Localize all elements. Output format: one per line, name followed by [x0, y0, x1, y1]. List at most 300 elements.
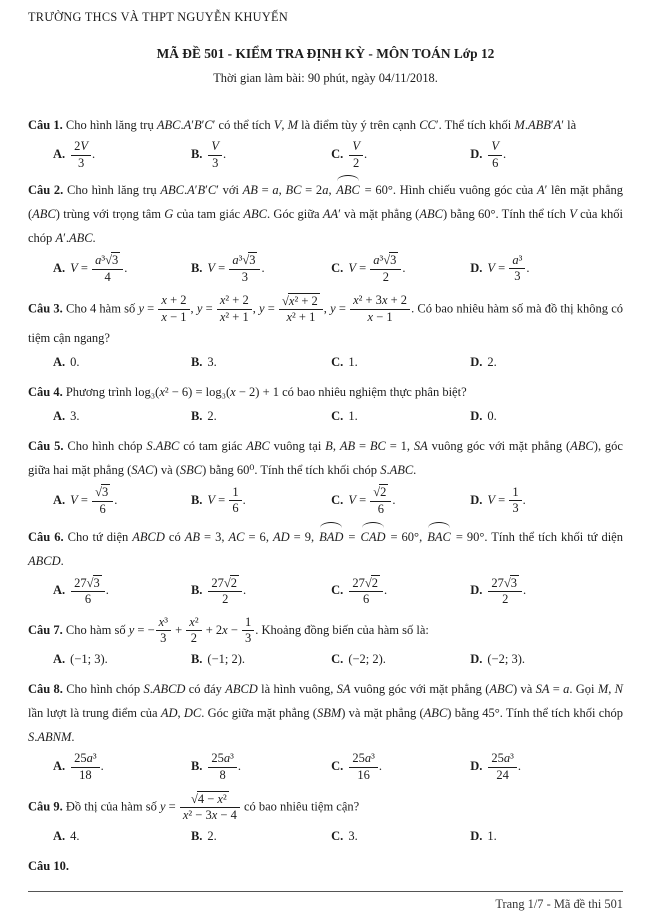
question-number: Câu 6.	[28, 529, 64, 544]
denominator: 16	[357, 767, 370, 782]
denominator: x² + 1	[286, 310, 316, 325]
answer-option	[331, 484, 470, 517]
math-variable: B	[325, 439, 333, 454]
math-variable: x	[286, 310, 293, 325]
square-root	[242, 252, 257, 268]
math-variable: SBM	[316, 706, 342, 721]
math-variable: ABC	[570, 439, 594, 454]
option-value: $\frac{\text{25a³}}{24}$ .	[487, 759, 521, 773]
denominator: 6	[99, 501, 106, 516]
math-variable: ABCD	[152, 682, 186, 697]
math-variable: BC	[285, 183, 302, 198]
fraction	[158, 293, 189, 325]
denominator: 3	[241, 269, 249, 284]
options-row	[28, 352, 623, 373]
fraction	[217, 293, 252, 325]
option-value: (−1; 3).	[70, 652, 108, 666]
option-label: B.	[190, 828, 203, 843]
math-variable: A	[536, 183, 545, 198]
math-variable: A	[183, 118, 192, 132]
math-variable: x	[381, 293, 388, 307]
answer-option	[470, 253, 623, 285]
answer-option	[470, 485, 623, 517]
option-label: A.	[53, 492, 66, 507]
square-root	[373, 484, 388, 500]
math-variable: V	[348, 260, 356, 275]
math-variable: CC	[419, 118, 436, 132]
option-value: 1.	[348, 409, 358, 423]
fraction	[208, 139, 222, 171]
option-label: C.	[331, 147, 344, 161]
radicand: 3	[249, 253, 256, 268]
math-variable: ABC	[489, 682, 513, 697]
school-name: TRƯỜNG THCS VÀ THPT NGUYỄN KHUYẾN	[28, 10, 289, 24]
math-variable: AB	[339, 439, 356, 454]
fraction	[370, 484, 391, 517]
math-variable: SBC	[179, 463, 203, 478]
fraction	[349, 139, 363, 171]
math-variable: a	[95, 253, 102, 268]
option-value: 4.	[70, 828, 80, 843]
option-label: C.	[331, 583, 344, 597]
answer-option	[331, 352, 470, 373]
answer-option	[470, 139, 623, 171]
math-variable: SA	[413, 439, 428, 454]
radical-sign: √	[282, 293, 289, 308]
answer-option	[191, 139, 331, 171]
numerator: 27√3	[71, 575, 105, 593]
option-label: A.	[53, 652, 66, 666]
option-value: 0.	[487, 409, 497, 423]
math-variable: y	[159, 799, 166, 813]
option-label: C.	[331, 409, 344, 423]
answer-option	[470, 352, 623, 373]
option-label: C.	[331, 652, 344, 666]
math-variable: ABC	[156, 118, 181, 132]
math-variable: ABCD	[225, 682, 258, 697]
option-value: $\frac{V}{3}$ .	[207, 147, 226, 161]
math-variable: x	[161, 293, 167, 307]
option-label: D.	[470, 409, 483, 423]
square-root	[105, 252, 120, 268]
radical-sign: √	[242, 253, 250, 268]
math-variable: x	[219, 309, 226, 324]
answer-option	[53, 575, 191, 608]
question	[28, 113, 623, 171]
math-variable: G	[164, 207, 174, 222]
math-variable: V	[80, 139, 89, 153]
denominator: 3	[514, 269, 521, 284]
numerator: a³√3	[92, 252, 123, 270]
option-value: V = $\frac{1}{6}$ .	[207, 484, 246, 516]
answer-option	[331, 406, 470, 427]
option-label: B.	[190, 492, 203, 507]
denominator: 6	[363, 592, 370, 607]
math-variable: x	[219, 293, 226, 307]
question	[28, 854, 623, 878]
question-number: Câu 4.	[28, 385, 63, 399]
option-label: A.	[53, 260, 66, 275]
math-variable: V	[207, 260, 216, 275]
question	[28, 791, 623, 848]
math-variable: a	[232, 253, 239, 268]
question-number: Câu 1.	[28, 118, 63, 132]
math-variable: ABC	[243, 207, 267, 222]
fraction	[229, 485, 241, 517]
numerator: 25a³	[71, 751, 100, 768]
option-label: A.	[53, 828, 66, 843]
square-root	[504, 575, 519, 591]
math-variable: a	[503, 751, 511, 766]
radical-sign: √	[95, 485, 102, 500]
options-row	[28, 751, 623, 783]
option-value: V = $\frac{\text{a³√3}}{3}$ .	[207, 253, 265, 284]
radical-sign: √	[364, 575, 372, 590]
fraction	[509, 253, 525, 285]
math-variable: ABCD	[132, 529, 165, 544]
math-variable: x	[182, 808, 189, 823]
option-value: (−1; 2).	[207, 652, 246, 666]
exam-title: MÃ ĐỀ 501 - KIỂM TRA ĐỊNH KỲ - MÔN TOÁN Lớp 12	[156, 46, 495, 61]
option-value: $\frac{\text{25a³}}{16}$ .	[348, 759, 382, 773]
fraction	[92, 252, 123, 285]
question	[28, 677, 623, 783]
answer-option	[470, 649, 623, 670]
math-variable: A	[55, 231, 64, 246]
question-number: Câu 9.	[28, 799, 63, 813]
denominator: 6	[232, 501, 239, 516]
answer-option	[53, 649, 191, 670]
fraction	[349, 575, 383, 608]
question	[28, 293, 623, 374]
math-variable: N	[614, 682, 623, 697]
radicand: 3	[111, 253, 119, 268]
numerator: 1	[242, 615, 254, 632]
math-variable: M	[514, 118, 525, 132]
radical-sign: √	[190, 791, 198, 806]
numerator: x³	[156, 615, 171, 632]
fraction	[370, 252, 401, 285]
math-variable: y	[128, 622, 135, 637]
math-variable: x	[353, 293, 359, 307]
fraction	[350, 293, 410, 325]
answer-option	[331, 751, 470, 783]
answer-option	[191, 751, 331, 783]
option-label: C.	[331, 354, 344, 369]
question-body: Câu 1. Cho hình lăng trụ ABC.A′B′C′ có thể tích V, M là điểm tùy ý trên cạnh CC′. Thể tích khối M.ABB′A′ là	[28, 118, 577, 132]
option-value: $\frac{2V}{3}$ .	[70, 147, 95, 161]
math-variable: y	[196, 301, 203, 315]
answer-option	[470, 751, 623, 783]
option-label: A.	[53, 147, 66, 161]
fraction	[488, 575, 522, 608]
math-variable: SAC	[131, 463, 154, 478]
math-variable: x	[189, 614, 195, 629]
math-variable: ABC	[68, 231, 93, 246]
numerator: a³√3	[229, 252, 260, 270]
option-label: C.	[331, 492, 344, 507]
math-variable: AC	[228, 529, 245, 544]
fraction	[92, 484, 113, 517]
question-number: Câu 10.	[28, 859, 69, 873]
option-value: 2.	[207, 409, 217, 423]
denominator: x² + 1	[219, 309, 249, 324]
option-value: 3.	[70, 409, 80, 423]
answer-option	[331, 252, 470, 285]
math-variable: ABC	[419, 207, 443, 222]
option-value: V = $\frac{\text{a³√3}}{2}$ .	[348, 253, 406, 284]
denominator: 4	[104, 269, 111, 284]
question-body: Câu 7. Cho hàm số y = − $\frac{\text{x³}}{3}$ + $\frac{\text{x²}}{2}$ + 2x − $\frac{1}{3}$ . Khoảng đồng biến của hàm số là:	[28, 614, 429, 646]
option-value: 1.	[487, 828, 497, 843]
question-body: Câu 5. Cho hình chóp S.ABC có tam giác ABC vuông tại B, AB = BC = 1, SA vuông góc với mặt phẳng (ABC), góc giữa hai mặt phẳng (SAC) và (SBC) bằng 60⁰. Tính thể tích khối chóp S.ABC.	[28, 439, 623, 478]
math-variable: AB	[184, 529, 201, 544]
options-row	[28, 139, 623, 171]
option-value: V = $\frac{\text{a³√3}}{4}$ .	[70, 253, 128, 284]
math-variable: S	[143, 682, 150, 697]
math-variable: ABC	[336, 183, 360, 198]
numerator: x² + 3x + 2	[350, 293, 410, 310]
denominator: 2	[382, 269, 389, 284]
question-body	[28, 854, 623, 878]
option-value: 3.	[348, 828, 358, 843]
options-row	[28, 252, 623, 285]
radical-sign: √	[383, 253, 391, 268]
option-value: $\frac{27√2}{6}$ .	[348, 583, 387, 597]
answer-option	[191, 252, 331, 285]
numerator: 25a³	[488, 751, 517, 768]
angle-hat	[335, 178, 361, 202]
numerator: 1	[509, 485, 521, 502]
fraction	[488, 751, 517, 783]
option-label: C.	[331, 759, 344, 774]
math-variable: x	[222, 622, 228, 637]
square-root	[282, 293, 320, 309]
option-label: D.	[470, 759, 483, 774]
math-variable: ABC	[160, 183, 184, 198]
math-variable: DC	[183, 706, 202, 721]
math-variable: ABNM	[37, 730, 72, 745]
options-row	[28, 484, 623, 517]
math-variable: y	[330, 301, 336, 315]
denominator: 6	[492, 155, 499, 170]
math-variable: CAD	[360, 529, 386, 544]
option-label: B.	[190, 759, 203, 774]
option-value: (−2; 2).	[348, 652, 386, 666]
question-number: Câu 8.	[28, 682, 63, 697]
question-body: Câu 8. Cho hình chóp S.ABCD có đáy ABCD là hình vuông, SA vuông góc với mặt phẳng (ABC) và SA = a. Gọi M, N lần lượt là trung điểm của AD, DC. Góc giữa mặt phẳng (SBM) và mặt phẳng (ABC) bằng 45°. Tính thể tích khối chóp S.ABNM.	[28, 682, 624, 745]
answer-option	[470, 406, 623, 427]
option-value: $\frac{27√2}{2}$ .	[207, 583, 246, 597]
denominator: x² − 3x − 4	[182, 808, 237, 823]
fraction	[156, 615, 171, 647]
math-variable: S	[146, 439, 153, 454]
option-label: D.	[470, 652, 483, 666]
denominator: 8	[219, 767, 226, 782]
math-variable: ABC	[32, 207, 56, 222]
option-value: V = $\frac{√3}{6}$ .	[70, 485, 118, 516]
denominator: 2	[502, 592, 509, 607]
numerator	[279, 293, 323, 311]
numerator	[370, 484, 391, 502]
option-value: V = $\frac{√2}{6}$ .	[348, 485, 396, 516]
math-variable: B	[193, 118, 202, 132]
denominator: 18	[79, 767, 92, 782]
option-label: D.	[470, 583, 483, 597]
square-root	[224, 575, 239, 591]
option-value: $\frac{V}{6}$ .	[487, 147, 506, 161]
answer-option	[191, 406, 331, 427]
denominator: 2	[222, 592, 229, 607]
math-variable: V	[211, 139, 220, 153]
option-label: A.	[53, 354, 66, 369]
answer-option	[470, 826, 623, 847]
answer-option	[470, 575, 623, 608]
radical-sign: √	[373, 485, 381, 500]
denominator: 6	[84, 592, 92, 607]
option-label: D.	[470, 828, 483, 843]
numerator: 25a³	[208, 751, 237, 768]
math-variable: C	[204, 118, 213, 132]
radical-sign: √	[105, 253, 112, 268]
math-variable: ABC	[246, 439, 270, 454]
option-value: (−2; 3).	[487, 652, 525, 666]
answer-option	[191, 352, 331, 373]
math-variable: V	[487, 492, 496, 507]
option-value: 1.	[348, 354, 358, 369]
answer-option	[53, 406, 191, 427]
answer-option	[53, 751, 191, 783]
math-variable: S	[28, 730, 35, 745]
math-variable: ABB	[527, 118, 551, 132]
radicand: 2	[371, 575, 378, 590]
denominator: 3	[512, 501, 519, 516]
math-variable: y	[138, 301, 144, 315]
math-variable: x	[211, 808, 218, 823]
option-value: V = $\frac{1}{3}$ .	[487, 484, 526, 516]
math-variable: x	[159, 385, 165, 399]
option-value: 2.	[487, 354, 497, 369]
fraction	[242, 615, 254, 647]
math-variable: V	[352, 139, 360, 153]
question-body: Câu 2. Cho hình lăng trụ ABC.A′B′C′ với AB = a, BC = 2a, ABC = 60°. Hình chiếu vuông góc của A′ lên mặt phẳng (ABC) trùng với trọng tâm G của tam giác ABC. Góc giữa AA′ và mặt phẳng (ABC) bằng 60°. Tính thể tích V của khối chóp A′.ABC.	[28, 178, 623, 250]
answer-option	[53, 352, 191, 373]
math-variable: V	[569, 207, 577, 222]
math-variable: a	[373, 253, 380, 268]
answer-option	[53, 826, 191, 847]
math-variable: M	[597, 682, 609, 697]
fraction	[488, 139, 502, 171]
math-variable: ABC	[423, 706, 448, 721]
option-label: D.	[470, 147, 483, 161]
question-body: Câu 4. Phương trình log₃(x² − 6) = log₃(x − 2) + 1 có bao nhiêu nghiệm thực phân biệt?	[28, 385, 467, 399]
math-variable: V	[348, 492, 356, 507]
math-variable: a	[86, 751, 93, 766]
fraction	[229, 252, 260, 285]
question-body: Câu 3. Cho 4 hàm số y = $\frac{x + 2}{x - 1}$ , y = $\frac{\text{x² + 2}}{\text{x² + 1}}$ , y = $\frac{\text{√x² + 2}}{\text{x² + 1}}$ , y = $\frac{\text{x² + 3x + 2}}{x - 1}$ . Có bao nhiêu hàm số mà đồ thị không có tiệm cận ngang?	[28, 293, 624, 345]
question-body: Câu 9. Đồ thị của hàm số y = $\frac{\text{√4 − x²}}{\text{x² − 3x − 4}}$ có bao nhiêu tiệm cận?	[28, 791, 360, 823]
square-root	[95, 484, 110, 500]
option-label: B.	[190, 583, 203, 597]
denominator: 3	[77, 155, 85, 170]
exam-subtitle: Thời gian làm bài: 90 phút, ngày 04/11/2018.	[213, 71, 438, 85]
math-variable: ABC	[389, 463, 414, 478]
denominator: x − 1	[161, 309, 187, 324]
math-variable: V	[487, 260, 496, 275]
option-label: C.	[331, 828, 344, 843]
numerator	[349, 139, 363, 156]
numerator: 27√2	[208, 575, 242, 593]
math-variable: x	[158, 614, 165, 629]
options-row	[28, 575, 623, 608]
math-variable: a	[272, 183, 279, 198]
question	[28, 525, 623, 608]
radical-sign: √	[223, 575, 231, 590]
answer-option	[331, 575, 470, 608]
math-variable: A	[553, 118, 562, 132]
math-variable: a	[563, 682, 570, 697]
math-variable: a	[223, 751, 231, 766]
numerator: x + 2	[158, 293, 189, 310]
option-label: B.	[190, 260, 203, 275]
question	[28, 380, 623, 427]
fraction	[349, 751, 378, 783]
math-variable: x	[288, 293, 295, 308]
page-footer	[28, 891, 623, 912]
angle-hat	[359, 525, 386, 549]
option-label: D.	[470, 260, 483, 275]
answer-option	[331, 826, 470, 847]
math-variable: C	[207, 183, 217, 198]
denominator: 3	[245, 631, 252, 646]
question-number: Câu 7.	[28, 622, 63, 637]
question	[28, 178, 623, 285]
answer-option	[191, 485, 331, 517]
answer-option	[191, 826, 331, 847]
option-value: $\frac{\text{25a³}}{18}$ .	[70, 759, 104, 773]
fraction	[71, 139, 91, 171]
options-row	[28, 649, 623, 670]
math-variable: a	[512, 252, 519, 267]
option-label: B.	[190, 652, 203, 666]
angle-hat	[426, 525, 452, 549]
numerator: 1	[229, 485, 241, 502]
option-label: C.	[331, 260, 344, 275]
answer-option	[53, 484, 191, 517]
numerator: 27√3	[488, 575, 522, 593]
option-label: A.	[53, 759, 66, 774]
radicand: 4 − x²	[197, 791, 227, 806]
fraction	[208, 751, 237, 783]
math-variable: S	[380, 463, 387, 478]
numerator: 27√2	[349, 575, 383, 593]
math-variable: a	[364, 751, 372, 766]
math-variable: AA	[322, 207, 339, 222]
option-label: D.	[470, 354, 483, 369]
radicand: x² + 2	[288, 293, 318, 308]
option-value: V = $\frac{\text{a³}}{3}$ .	[487, 252, 530, 284]
denominator: x − 1	[367, 309, 393, 324]
numerator: x² + 2	[217, 293, 252, 310]
square-root	[191, 791, 229, 807]
question-number: Câu 5.	[28, 439, 64, 454]
question-number: Câu 3.	[28, 301, 63, 315]
question	[28, 434, 623, 517]
answer-option	[191, 575, 331, 608]
option-label: B.	[190, 409, 203, 423]
option-label: A.	[53, 583, 66, 597]
math-variable: a	[322, 183, 329, 198]
